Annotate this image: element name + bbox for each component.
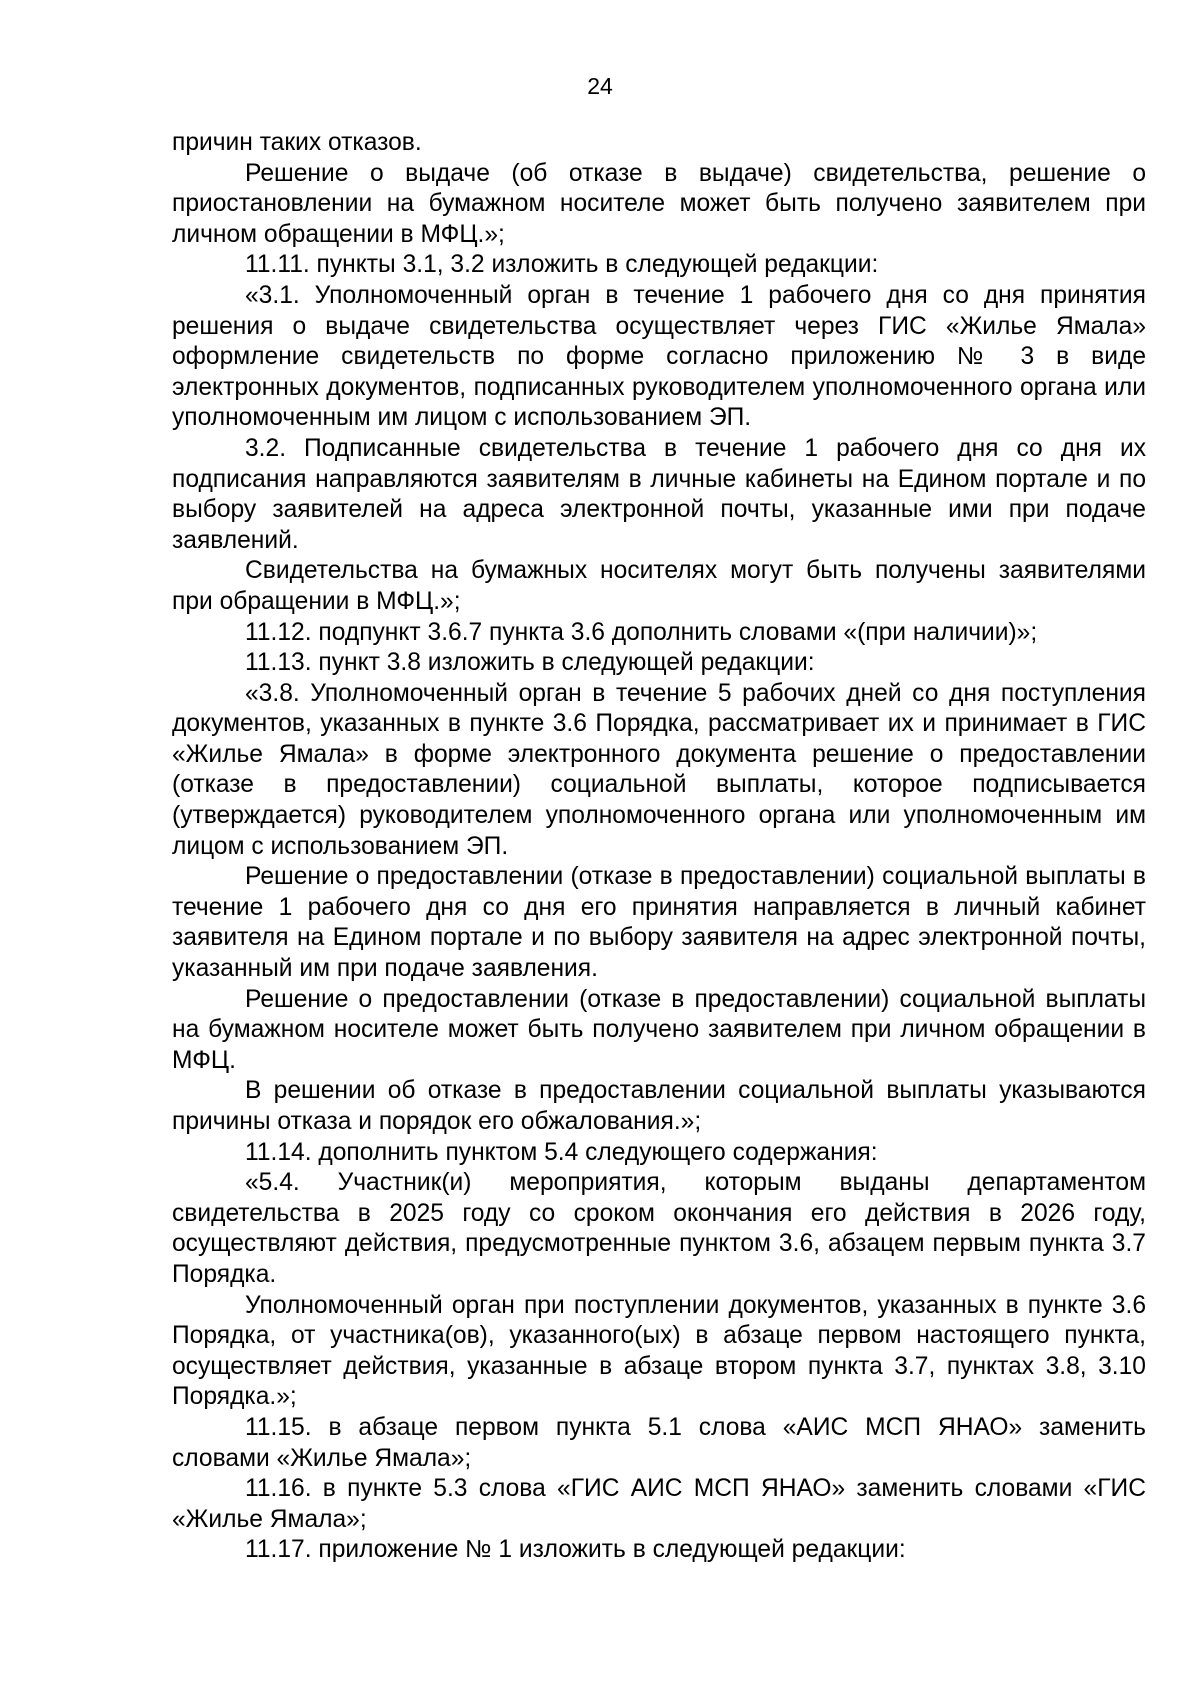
page-number: 24 (587, 73, 613, 99)
paragraph: 3.2. Подписанные свидетельства в течение 1 рабочего дня со дня их подписания направляются заявителям в личные кабинеты на Едином портале и по выбору заявителей на адреса электронной почты, указанные ими при подаче заявлений. (172, 434, 1146, 554)
paragraph: Решение о предоставлении (отказе в предоставлении) социальной выплаты на бумажном носителе может быть получено заявителем при личном обращении в МФЦ. (172, 985, 1146, 1074)
paragraph: Уполномоченный орган при поступлении документов, указанных в пункте 3.6 Порядка, от участника(ов), указанного(ых) в абзаце первом настоящего пункта, осуществляет действия, указанные в абзаце втором пункта 3.7, пунктах 3.8, 3.10 Порядка.»; (172, 1291, 1146, 1411)
paragraph: 11.13. пункт 3.8 изложить в следующей редакции: (245, 649, 815, 677)
paragraph: 11.11. пункты 3.1, 3.2 изложить в следующей редакции: (245, 251, 879, 279)
paragraph: Решение о выдаче (об отказе в выдаче) свидетельства, решение о приостановлении на бумажном носителе может быть получено заявителем при личном обращении в МФЦ.»; (172, 159, 1146, 248)
paragraph: причин таких отказов. (172, 129, 422, 156)
paragraph: «3.1. Уполномоченный орган в течение 1 рабочего дня со дня принятия решения о выдаче свидетельства осуществляет через ГИС «Жилье Ямала» оформление свидетельств по форме согласно приложению № 3 в виде электронных документов, подписанных руководителем уполномоченного органа или уполномоченным им лицом с использованием ЭП. (172, 281, 1146, 432)
paragraph: В решении об отказе в предоставлении социальной выплаты указываются причины отказа и порядок его обжалования.»; (172, 1077, 1146, 1135)
paragraph: 11.16. в пункте 5.3 слова «ГИС АИС МСП ЯНАО» заменить словами «ГИС «Жилье Ямала»; (172, 1475, 1146, 1533)
document-body (172, 128, 1146, 1566)
paragraph: «3.8. Уполномоченный орган в течение 5 рабочих дней со дня поступления документов, указанных в пункте 3.6 Порядка, рассматривает их и принимает в ГИС «Жилье Ямала» в форме электронного документа решение о предоставлении (отказе в предоставлении) социальной выплаты, которое подписывается (утверждается) руководителем уполномоченного органа или уполномоченным им лицом с использованием ЭП. (172, 679, 1146, 860)
paragraph: Свидетельства на бумажных носителях могут быть получены заявителями при обращении в МФЦ.»; (172, 557, 1146, 615)
paragraph: 11.17. приложение № 1 изложить в следующей редакции: (245, 1536, 906, 1564)
paragraph: Решение о предоставлении (отказе в предоставлении) социальной выплаты в течение 1 рабочего дня со дня его принятия направляется в личный кабинет заявителя на Едином портале и по выбору заявителя на адрес электронной почты, указанный им при подаче заявления. (172, 863, 1146, 983)
paragraph: 11.15. в абзаце первом пункта 5.1 слова «АИС МСП ЯНАО» заменить словами «Жилье Ямала»; (172, 1413, 1146, 1472)
paragraph: 11.14. дополнить пунктом 5.4 следующего содержания: (245, 1138, 878, 1166)
paragraph: «5.4. Участник(и) мероприятия, которым выданы департаментом свидетельства в 2025 году со сроком окончания его действия в 2026 году, осуществляют действия, предусмотренные пунктом 3.6, абзацем первым пункта 3.7 Порядка. (172, 1169, 1146, 1288)
paragraph: 11.12. подпункт 3.6.7 пункта 3.6 дополнить словами «(при наличии)»; (245, 618, 1038, 646)
